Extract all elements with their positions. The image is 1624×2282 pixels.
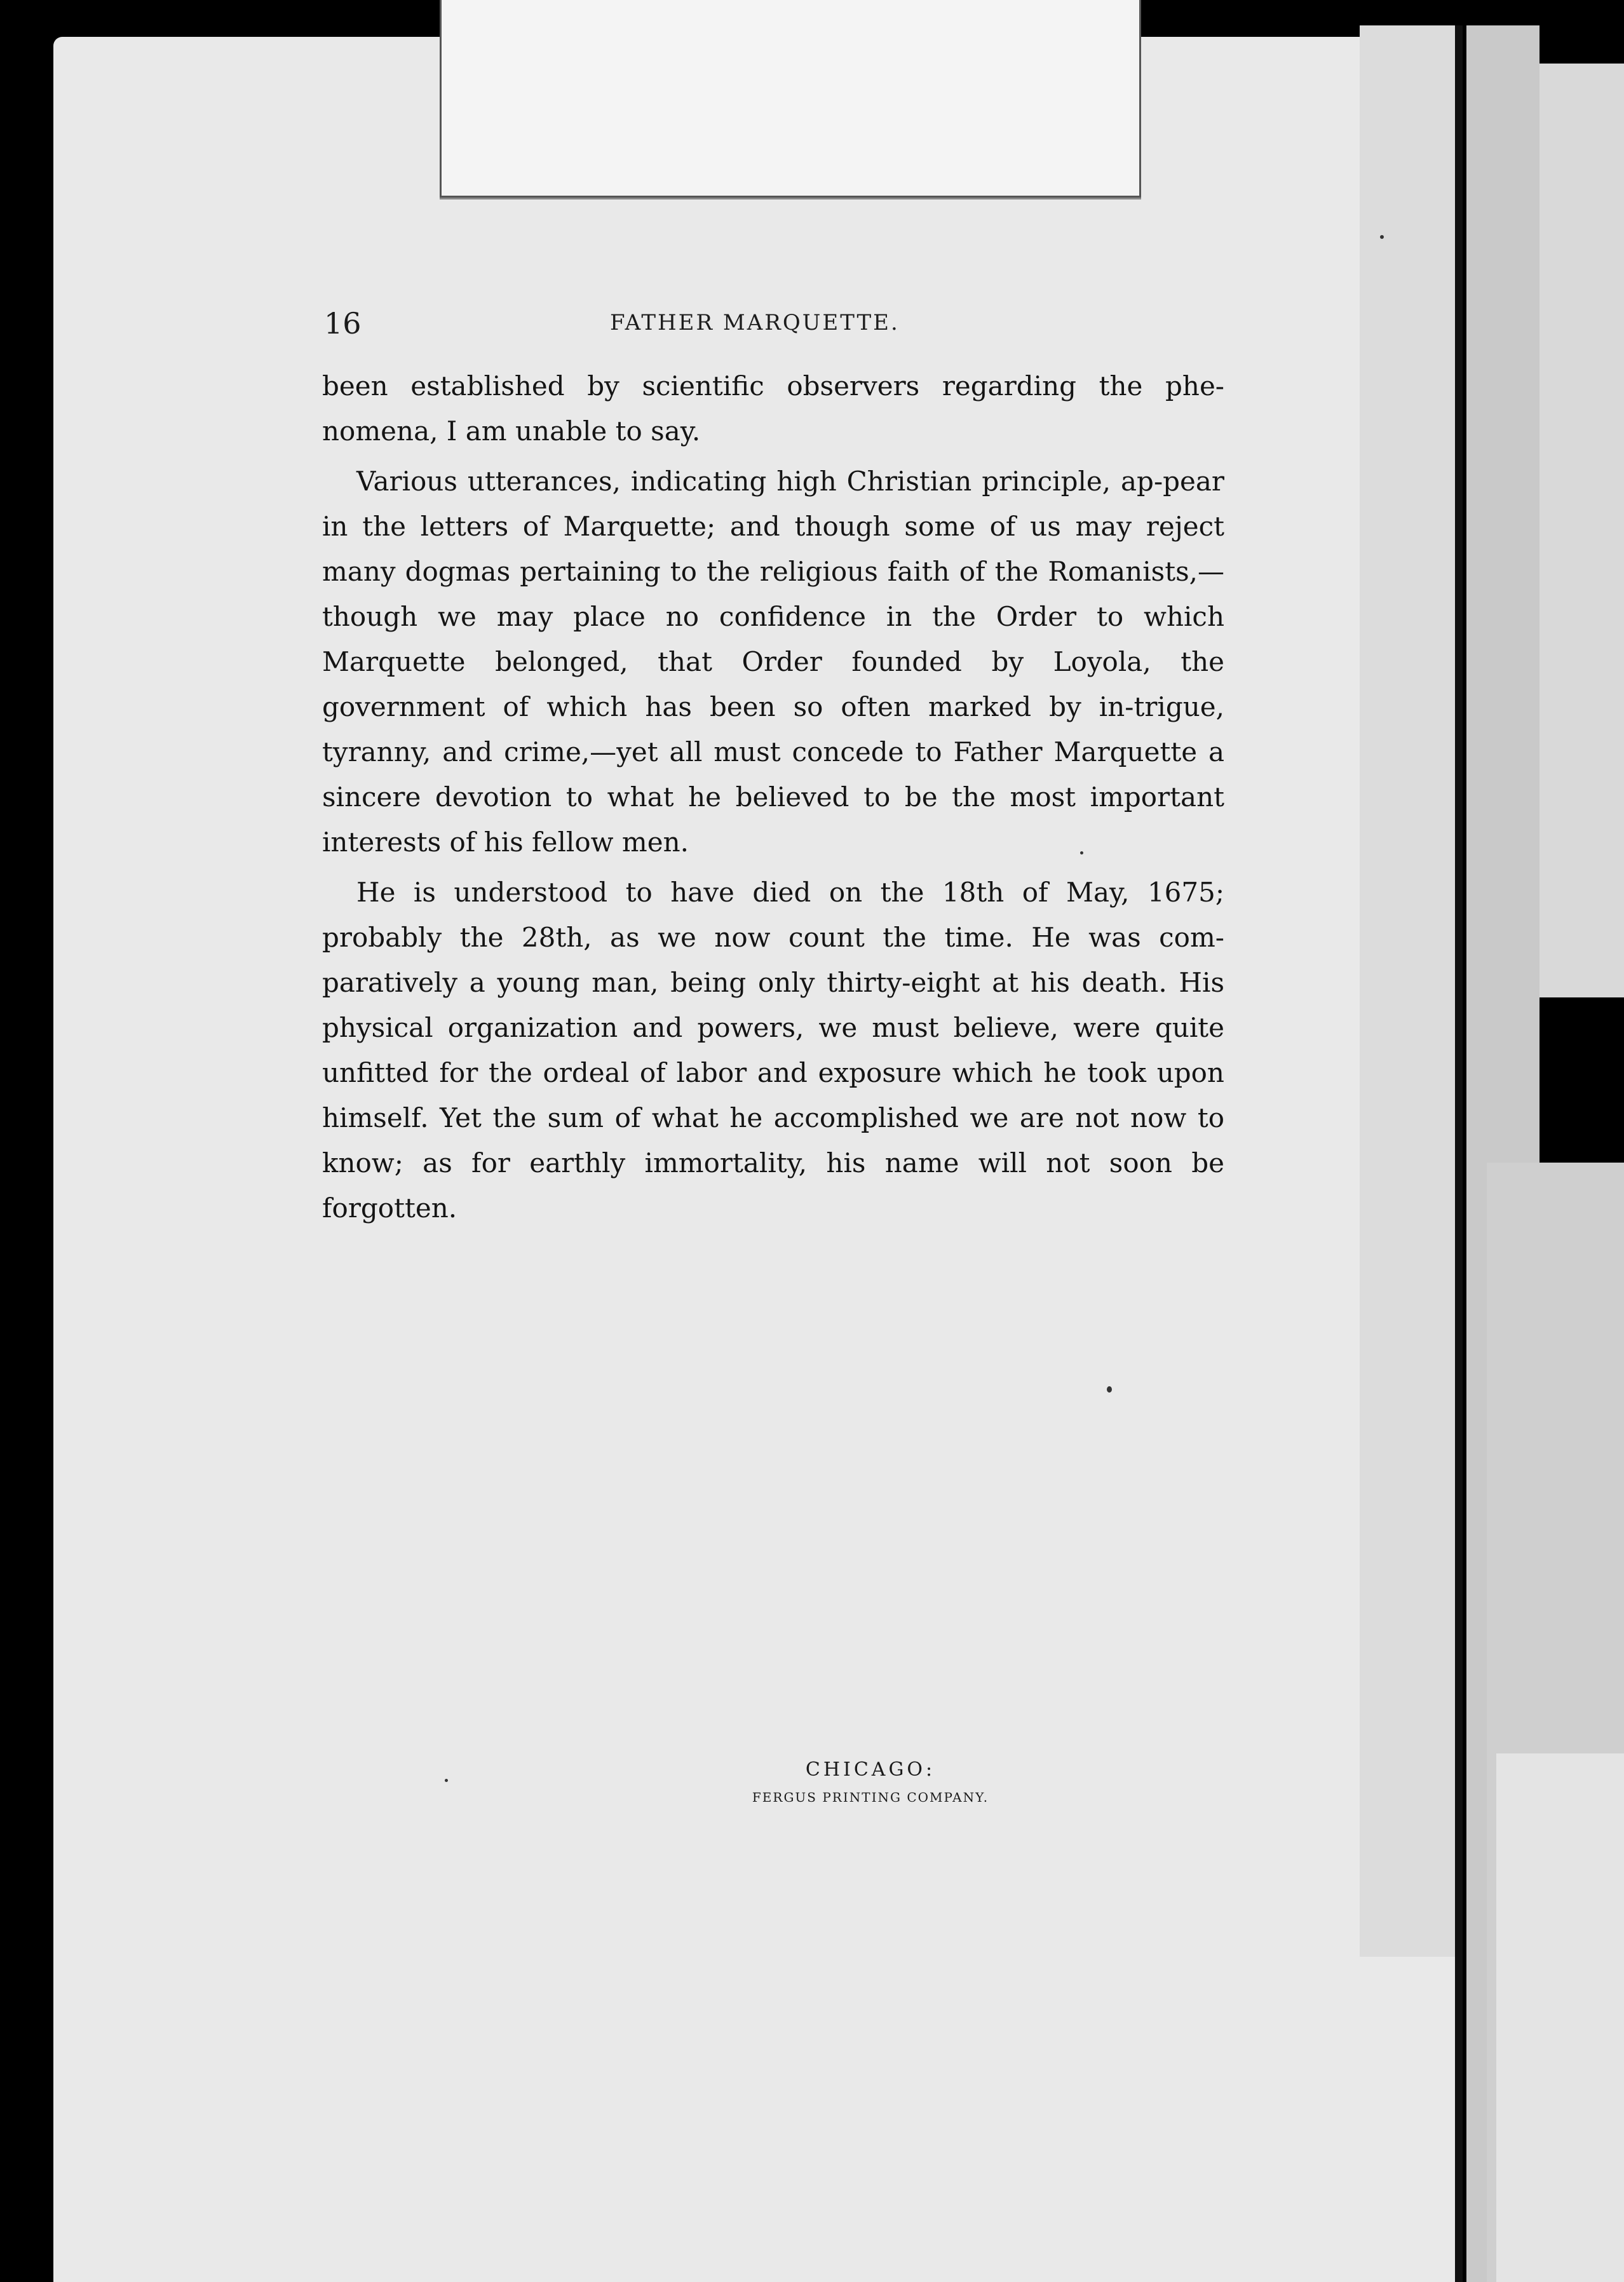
speck [445, 1779, 448, 1782]
page-header [324, 306, 959, 344]
body-text [322, 363, 1224, 1231]
page-gutter [1360, 25, 1461, 1957]
imprint [635, 1759, 1106, 1805]
speck [1080, 851, 1083, 854]
paragraph: Various utterances, indicating high Christian principle, ap-pear in the letters of Marquette; and though some of us may reject many dogmas pertaining to the religious faith of the Romanists,—though we may place no confidence in the Order to which Marquette belonged, that Order founded by Loyola, the government of which has been so often marked by in-trigue, tyranny, and crime,—yet all must concede to Father Marquette a sincere devotion to what he believed to be the most important interests of his fellow men. [322, 466, 1224, 858]
speck [1107, 1386, 1112, 1393]
paragraph: been established by scientific observers regarding the phe-nomena, I am unable to say. [322, 370, 1224, 447]
spine-shadow [1455, 25, 1463, 2282]
page-number: 16 [324, 306, 362, 341]
running-title: FATHER MARQUETTE. [610, 310, 900, 335]
paper-slip [440, 0, 1141, 198]
book-edge [1496, 1753, 1624, 2282]
speck [1380, 235, 1384, 239]
book-edge [1539, 64, 1624, 997]
imprint-printer: FERGUS PRINTING COMPANY. [752, 1790, 989, 1805]
imprint-city: CHICAGO: [805, 1759, 936, 1781]
paragraph: He is understood to have died on the 18th of May, 1675; probably the 28th, as we now count the time. He was com-paratively a young man, being only thirty-eight at his death. His physical organization and powers, we must believe, were quite unfitted for the ordeal of labor and exposure which he took upon himself. Yet the sum of what he accomplished we are not now to know; as for earthly immortality, his name will not soon be forgotten. [322, 877, 1224, 1224]
